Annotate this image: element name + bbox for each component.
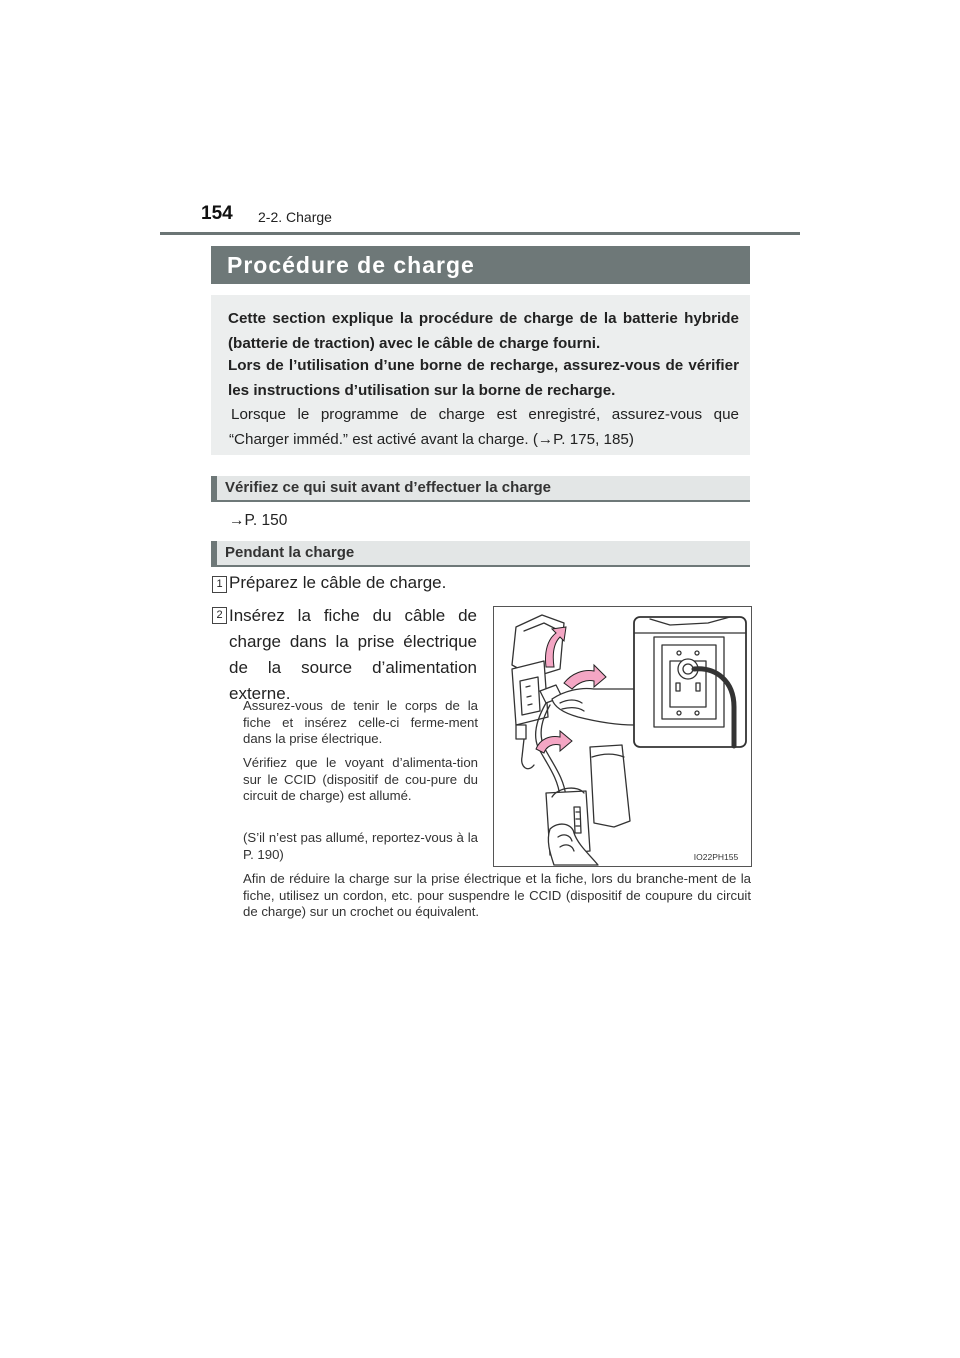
intro-paragraph-1: Cette section explique la procédure de charge de la batterie hybride (batterie de traction) avec le câble de charge fourni. — [228, 310, 739, 352]
step-number-1: 1 — [212, 576, 227, 593]
heading-stripe — [211, 476, 217, 502]
step-2-text: Insérez la fiche du câble de charge dans la prise électrique de la source d’alimentation externe. — [229, 606, 477, 703]
page-reference: →P. 150 — [229, 512, 288, 529]
charging-illustration — [493, 606, 752, 867]
note-hook-ccid: Afin de réduire la charge sur la prise électrique et la fiche, lors du branche-ment de la fiche, utilisez un cordon, etc. pour suspendre le CCID (dispositif de coupure du circuit de charge) sur un crochet ou équivalent. — [243, 871, 751, 919]
note-power-indicator: Vérifiez que le voyant d’alimenta-tion sur le CCID (dispositif de cou-pure du circuit de charge) est allumé. — [243, 755, 478, 803]
step-1-text: Préparez le câble de charge. — [229, 573, 447, 592]
subsection-heading-check — [211, 476, 750, 502]
page-number: 154 — [201, 203, 233, 224]
section-label: 2-2. Charge — [258, 209, 332, 225]
note-hold-plug: Assurez-vous de tenir le corps de la fiche et insérez celle-ci ferme-ment dans la prise électrique. — [243, 698, 478, 746]
subsection-heading-charging — [211, 541, 750, 567]
header-rule — [160, 232, 800, 235]
step-number-2: 2 — [212, 607, 227, 624]
page-title: Procédure de charge — [227, 252, 475, 278]
subsection-heading-text: Pendant la charge — [225, 544, 355, 561]
heading-stripe — [211, 541, 217, 567]
note-not-lit: (S’il n’est pas allumé, reportez-vous à la P. 190) — [243, 830, 478, 862]
intro-box — [211, 295, 750, 455]
outlet-plug-illustration — [494, 607, 751, 866]
intro-paragraph-3: Lorsque le programme de charge est enregistré, assurez-vous que “Charger imméd.” est activé avant la charge. (→P. 175, 185) — [229, 406, 739, 448]
subsection-heading-text: Vérifiez ce qui suit avant d’effectuer la charge — [225, 479, 551, 496]
figure-code: IO22PH155 — [693, 852, 739, 862]
intro-paragraph-2: Lors de l’utilisation d’une borne de recharge, assurez-vous de vérifier les instructions d’utilisation sur la borne de recharge. — [228, 357, 739, 399]
title-bar — [211, 246, 750, 284]
